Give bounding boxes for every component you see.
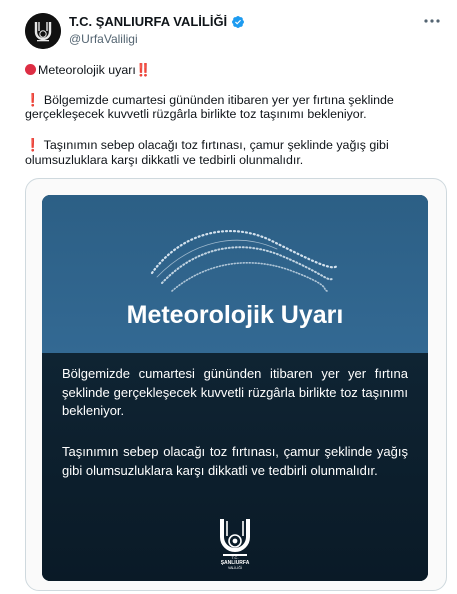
exclamation-icon: ❗ <box>25 138 41 152</box>
tweet-text-2b: olumsuzluklara karşı dikkatli ve tedbirli olunmalıdır. <box>25 153 304 167</box>
tweet-media[interactable] <box>25 178 447 591</box>
account-name[interactable]: T.C. ŞANLIURFA VALİLİĞİ <box>69 14 228 29</box>
red-circle-icon <box>25 64 36 75</box>
tweet-text-2a: Taşınımın sebep olacağı toz fırtınası, çamur şeklinde yağış gibi <box>43 138 389 152</box>
exclamation-icon: ❗ <box>25 93 41 107</box>
seal-text-3: VALİLİĞİ <box>228 566 242 570</box>
card-paragraph-2: Taşınımın sebep olacağı toz fırtınası, çamur şeklinde yağış gibi olumsuzluklara karşı dikkatli ve tedbirli olunmalıdır. <box>62 444 408 478</box>
card-header-panel <box>42 195 428 353</box>
governorship-seal <box>210 515 260 575</box>
card-paragraph-1: Bölgemizde cumartesi gününden itibaren yer yer fırtına şeklinde gerçekleşecek kuvvetli rüzgârla birlikte toz taşınımı bekleniyor. <box>62 366 408 419</box>
more-dots-icon <box>424 19 440 23</box>
tweet-text-1b: gerçekleşecek kuvvetli rüzgârla birlikte toz taşınımı bekleniyor. <box>25 107 367 121</box>
more-options-button[interactable] <box>421 10 443 32</box>
tweet-heading-text: Meteorolojik uyarı <box>38 63 136 77</box>
seal-text-2: ŞANLIURFA <box>220 560 250 566</box>
double-exclamation-icon: ‼️ <box>135 63 152 77</box>
account-handle[interactable]: @UrfaValiligi <box>69 32 138 46</box>
tweet-text-1a: Bölgemizde cumartesi gününden itibaren yer yer fırtına şeklinde <box>43 93 394 107</box>
tweet-line <box>25 137 389 153</box>
tweet-heading <box>25 62 151 78</box>
verified-badge-icon <box>231 15 245 29</box>
avatar[interactable] <box>25 13 61 49</box>
account-name-row[interactable] <box>69 14 245 29</box>
seal-logo-icon <box>25 13 61 49</box>
warning-card-image[interactable] <box>42 195 428 581</box>
wind-icon <box>142 211 342 311</box>
seal-text-1: T.C. <box>231 555 239 560</box>
card-title: Meteorolojik Uyarı <box>126 301 344 329</box>
